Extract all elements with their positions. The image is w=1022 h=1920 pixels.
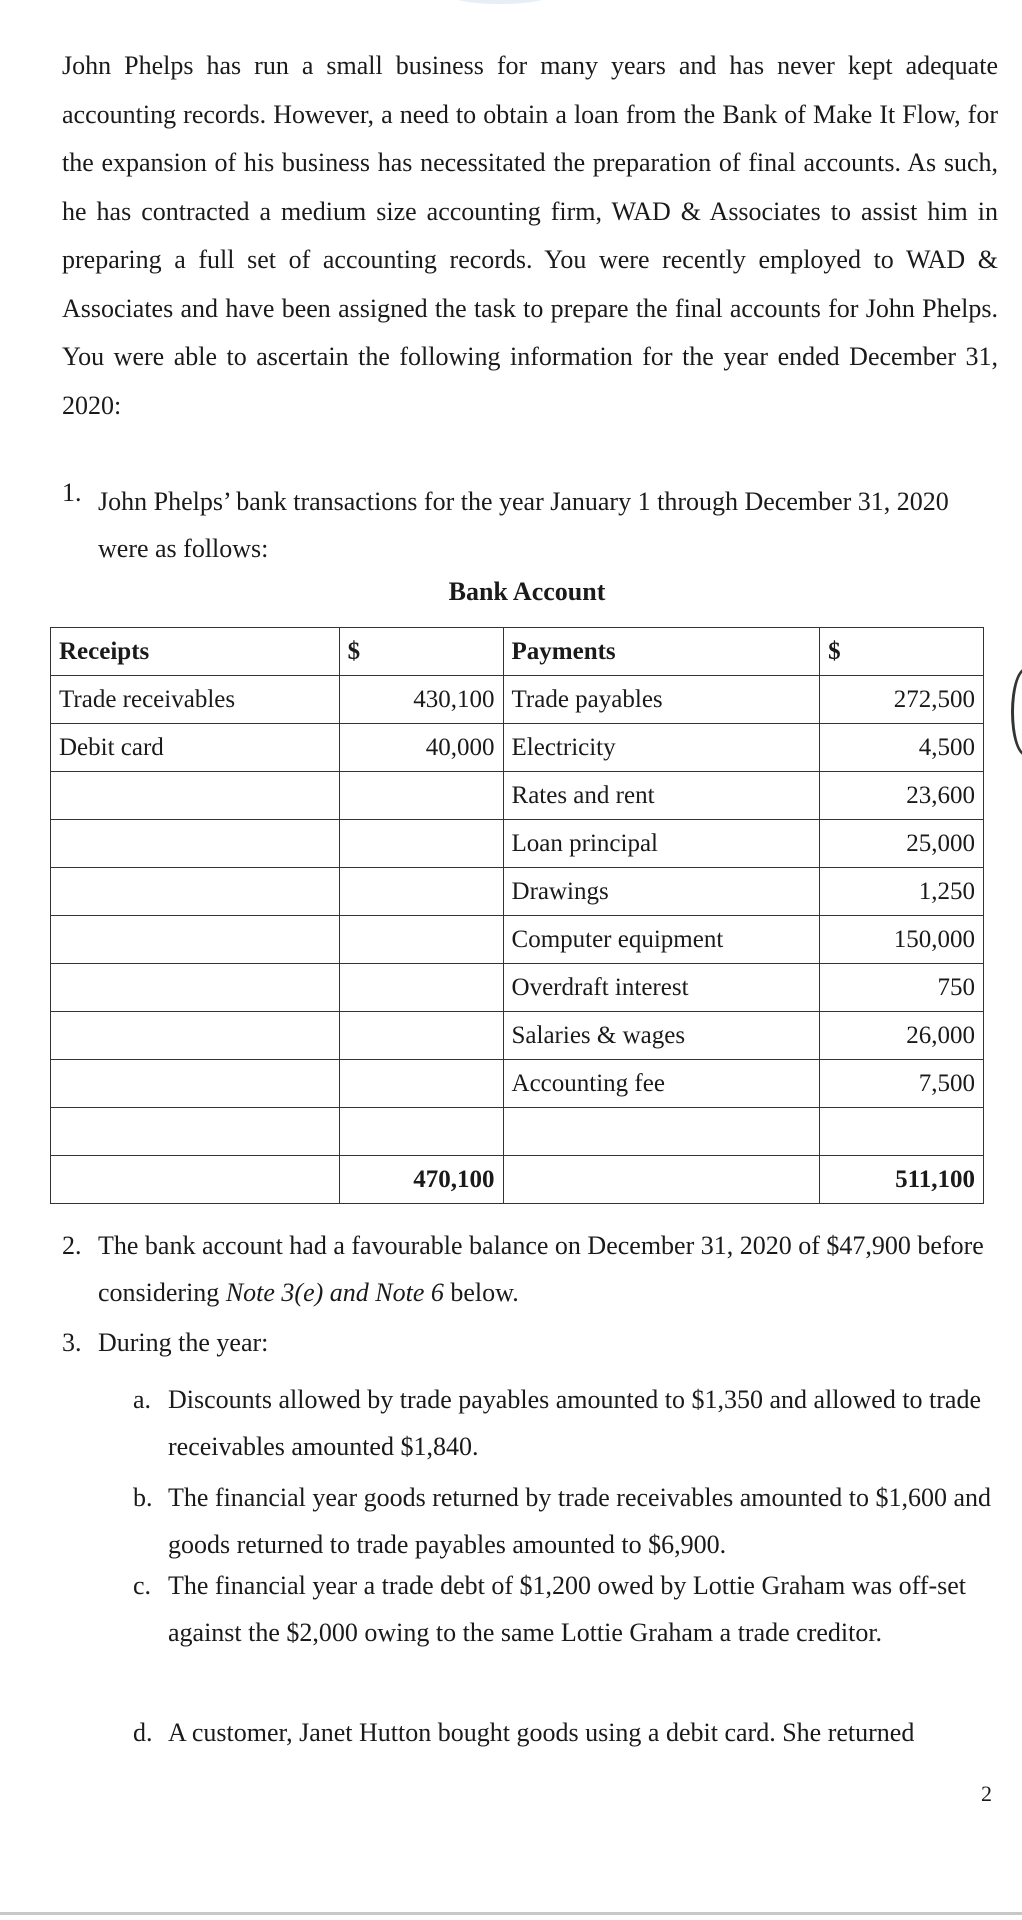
payment-amount: 750 [820, 964, 984, 1012]
receipt-label: Debit card [51, 724, 340, 772]
receipt-amount [339, 772, 503, 820]
table-cell [51, 1156, 340, 1204]
receipt-amount [339, 1108, 503, 1156]
header-payments: Payments [503, 628, 820, 676]
table-header-row [51, 628, 984, 676]
sub-letter: b. [133, 1483, 153, 1512]
payment-label [503, 1108, 820, 1156]
receipt-amount [339, 1012, 503, 1060]
sub-text: The financial year goods returned by trade receivables amounted to $1,600 and goods returned to trade payables amounted to $6,900. [168, 1483, 992, 1559]
bank-account-table [50, 627, 984, 1204]
receipt-label [51, 1108, 340, 1156]
receipt-label [51, 1012, 340, 1060]
sub-text: A customer, Janet Hutton bought goods using a debit card. She returned [168, 1718, 915, 1747]
list-number: 1. [62, 478, 82, 507]
receipt-label [51, 916, 340, 964]
sub-letter: c. [133, 1571, 152, 1600]
sub-text: The financial year a trade debt of $1,200 owed by Lottie Graham was off-set against the $2,000 owing to the same Lottie Graham a trade creditor. [168, 1571, 967, 1647]
table-row [51, 772, 984, 820]
sub-letter: d. [133, 1718, 153, 1747]
top-decoration [450, 0, 550, 4]
table-row [51, 868, 984, 916]
payment-label: Electricity [503, 724, 820, 772]
table-row [51, 1108, 984, 1156]
list-number: 3. [62, 1328, 82, 1357]
receipt-amount [339, 820, 503, 868]
totals-row [51, 1156, 984, 1204]
sub-item-a [133, 1376, 993, 1470]
payments-total: 511,100 [820, 1156, 984, 1204]
receipt-amount: 40,000 [339, 724, 503, 772]
table-title: Bank Account [448, 577, 606, 606]
receipt-label [51, 964, 340, 1012]
table-row [51, 724, 984, 772]
table-cell [503, 1156, 820, 1204]
payment-amount [820, 1108, 984, 1156]
payment-amount: 1,250 [820, 868, 984, 916]
table-row [51, 916, 984, 964]
list-item-text: John Phelps’ bank transactions for the year January 1 through December 31, 2020 were as follows: [98, 487, 949, 563]
payment-amount: 272,500 [820, 676, 984, 724]
note-reference: Note 3(e) and Note 6 [225, 1278, 444, 1307]
payment-amount: 23,600 [820, 772, 984, 820]
payment-label: Trade payables [503, 676, 820, 724]
receipt-amount [339, 916, 503, 964]
sub-item-b [133, 1474, 993, 1568]
payment-amount: 7,500 [820, 1060, 984, 1108]
payment-amount: 4,500 [820, 724, 984, 772]
list-item-3 [62, 1319, 1002, 1366]
side-decoration [1011, 668, 1022, 756]
receipt-label [51, 820, 340, 868]
page-number: 2 [981, 1781, 992, 1806]
list-item-1 [62, 478, 962, 572]
payment-label: Accounting fee [503, 1060, 820, 1108]
sub-item-d [133, 1709, 993, 1756]
payment-label: Computer equipment [503, 916, 820, 964]
receipt-label [51, 1060, 340, 1108]
text-segment: The bank account had a favourable balance on December 31, 2020 of $47,900 before considering [98, 1231, 984, 1307]
receipts-total: 470,100 [339, 1156, 503, 1204]
payment-amount: 25,000 [820, 820, 984, 868]
payment-label: Drawings [503, 868, 820, 916]
table-row [51, 676, 984, 724]
receipt-label [51, 868, 340, 916]
sub-item-c [133, 1562, 993, 1656]
payment-amount: 26,000 [820, 1012, 984, 1060]
list-number: 2. [62, 1231, 82, 1260]
receipt-label: Trade receivables [51, 676, 340, 724]
payment-label: Salaries & wages [503, 1012, 820, 1060]
receipt-amount: 430,100 [339, 676, 503, 724]
payment-amount: 150,000 [820, 916, 984, 964]
text-segment: below. [443, 1278, 519, 1307]
receipt-label [51, 772, 340, 820]
list-item-text: During the year: [98, 1328, 269, 1357]
table-row [51, 1012, 984, 1060]
payment-label: Rates and rent [503, 772, 820, 820]
table-row [51, 820, 984, 868]
table-row [51, 1060, 984, 1108]
list-item-text [98, 1222, 1002, 1316]
payment-label: Loan principal [503, 820, 820, 868]
payment-label: Overdraft interest [503, 964, 820, 1012]
intro-paragraph: John Phelps has run a small business for many years and has never kept adequate accounting records. However, a need to obtain a loan from the Bank of Make It Flow, for the expansion of his business has necessitated the preparation of final accounts. As such, he has contracted a medium size accounting firm, WAD & Associates to assist him in preparing a full set of accounting records. You were recently employed to WAD & Associates and have been assigned the task to prepare the final accounts for John Phelps. You were able to ascertain the following information for the year ended December 31, 2020: [62, 51, 998, 420]
receipt-amount [339, 1060, 503, 1108]
sub-text: Discounts allowed by trade payables amounted to $1,350 and allowed to trade receivables amounted $1,840. [168, 1385, 982, 1461]
sub-letter: a. [133, 1385, 152, 1414]
receipt-amount [339, 868, 503, 916]
header-receipts: Receipts [51, 628, 340, 676]
list-item-2 [62, 1222, 1002, 1316]
header-dollar: $ [820, 628, 984, 676]
receipt-amount [339, 964, 503, 1012]
table-row [51, 964, 984, 1012]
bottom-divider [0, 1912, 1022, 1915]
header-dollar: $ [339, 628, 503, 676]
